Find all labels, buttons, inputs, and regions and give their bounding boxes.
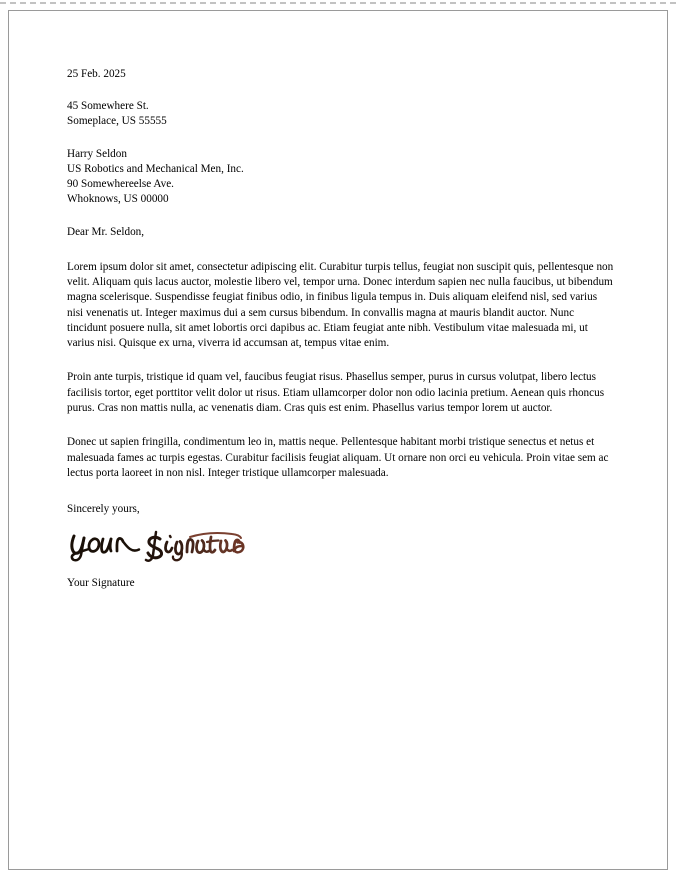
sender-address-line: Someplace, US 55555 bbox=[67, 115, 167, 128]
recipient-address-block bbox=[67, 147, 615, 208]
top-dashed-rule bbox=[0, 2, 676, 4]
body-paragraph: Lorem ipsum dolor sit amet, consectetur adipiscing elit. Curabitur turpis tellus, feugiat non suscipit quis, pellentesque non velit. Aliquam quis lacus auctor, molestie libero vel, tempor urna. Donec interdum sapien nec nulla faucibus, ut bibendum magna scelerisque. Suspendisse feugiat finibus odio, in finibus ligula tempus in. Duis aliquam eleifend nisl, sed varius nisi venenatis ut. Integer maximus dui a sem cursus bibendum. In convallis magna at mauris blandit auctor. Nunc tincidunt posuere nulla, sit amet lobortis orci dapibus ac. Etiam feugiat ante nibh. Vestibulum vitae malesuada mi, ut varius nisi. Quisque ex urna, viverra id accumsan at, tempus vitae enim. bbox=[67, 260, 614, 350]
closing-text: Sincerely yours, bbox=[67, 503, 140, 516]
recipient-name: Harry Seldon bbox=[67, 147, 127, 160]
signature-image bbox=[67, 529, 247, 563]
letter-date: 25 Feb. 2025 bbox=[67, 68, 126, 80]
body-paragraph: Proin ante turpis, tristique id quam vel, faucibus feugiat risus. Phasellus semper, purus in cursus volutpat, libero lectus facilisis tortor, eget porttitor velit dolor ut risus. Etiam ullamcorper dolor non odio lacinia pretium. Aenean quis rhoncus purus. Cras non mattis nulla, ac venenatis diam. Cras quis est enim. Phasellus varius tempor lorem ut auctor. bbox=[67, 371, 605, 414]
letter-content bbox=[67, 67, 615, 592]
sender-address-line: 45 Somewhere St. bbox=[67, 100, 149, 113]
closing-block bbox=[67, 502, 615, 517]
sender-address-block bbox=[67, 99, 615, 129]
recipient-street: 90 Somewhereelse Ave. bbox=[67, 178, 174, 191]
handwritten-signature-graphic bbox=[67, 529, 247, 563]
signature-typed-name: Your Signature bbox=[67, 577, 135, 590]
salutation-text: Dear Mr. Seldon, bbox=[67, 226, 145, 239]
recipient-company: US Robotics and Mechanical Men, Inc. bbox=[67, 162, 244, 175]
salutation bbox=[67, 225, 615, 240]
body-paragraph: Donec ut sapien fringilla, condimentum leo in, mattis neque. Pellentesque habitant morbi tristique senectus et netus et malesuada fames ac turpis egestas. Curabitur facilisis feugiat aliquam. Ut ornare non orci eu vehicula. Proin vitae sem ac lectus porta laoreet in non nisl. Integer tristique ullamcorper malesuada. bbox=[67, 436, 609, 479]
recipient-city-state-zip: Whoknows, US 00000 bbox=[67, 193, 169, 206]
date-block bbox=[67, 67, 615, 82]
letter-page bbox=[8, 10, 668, 870]
